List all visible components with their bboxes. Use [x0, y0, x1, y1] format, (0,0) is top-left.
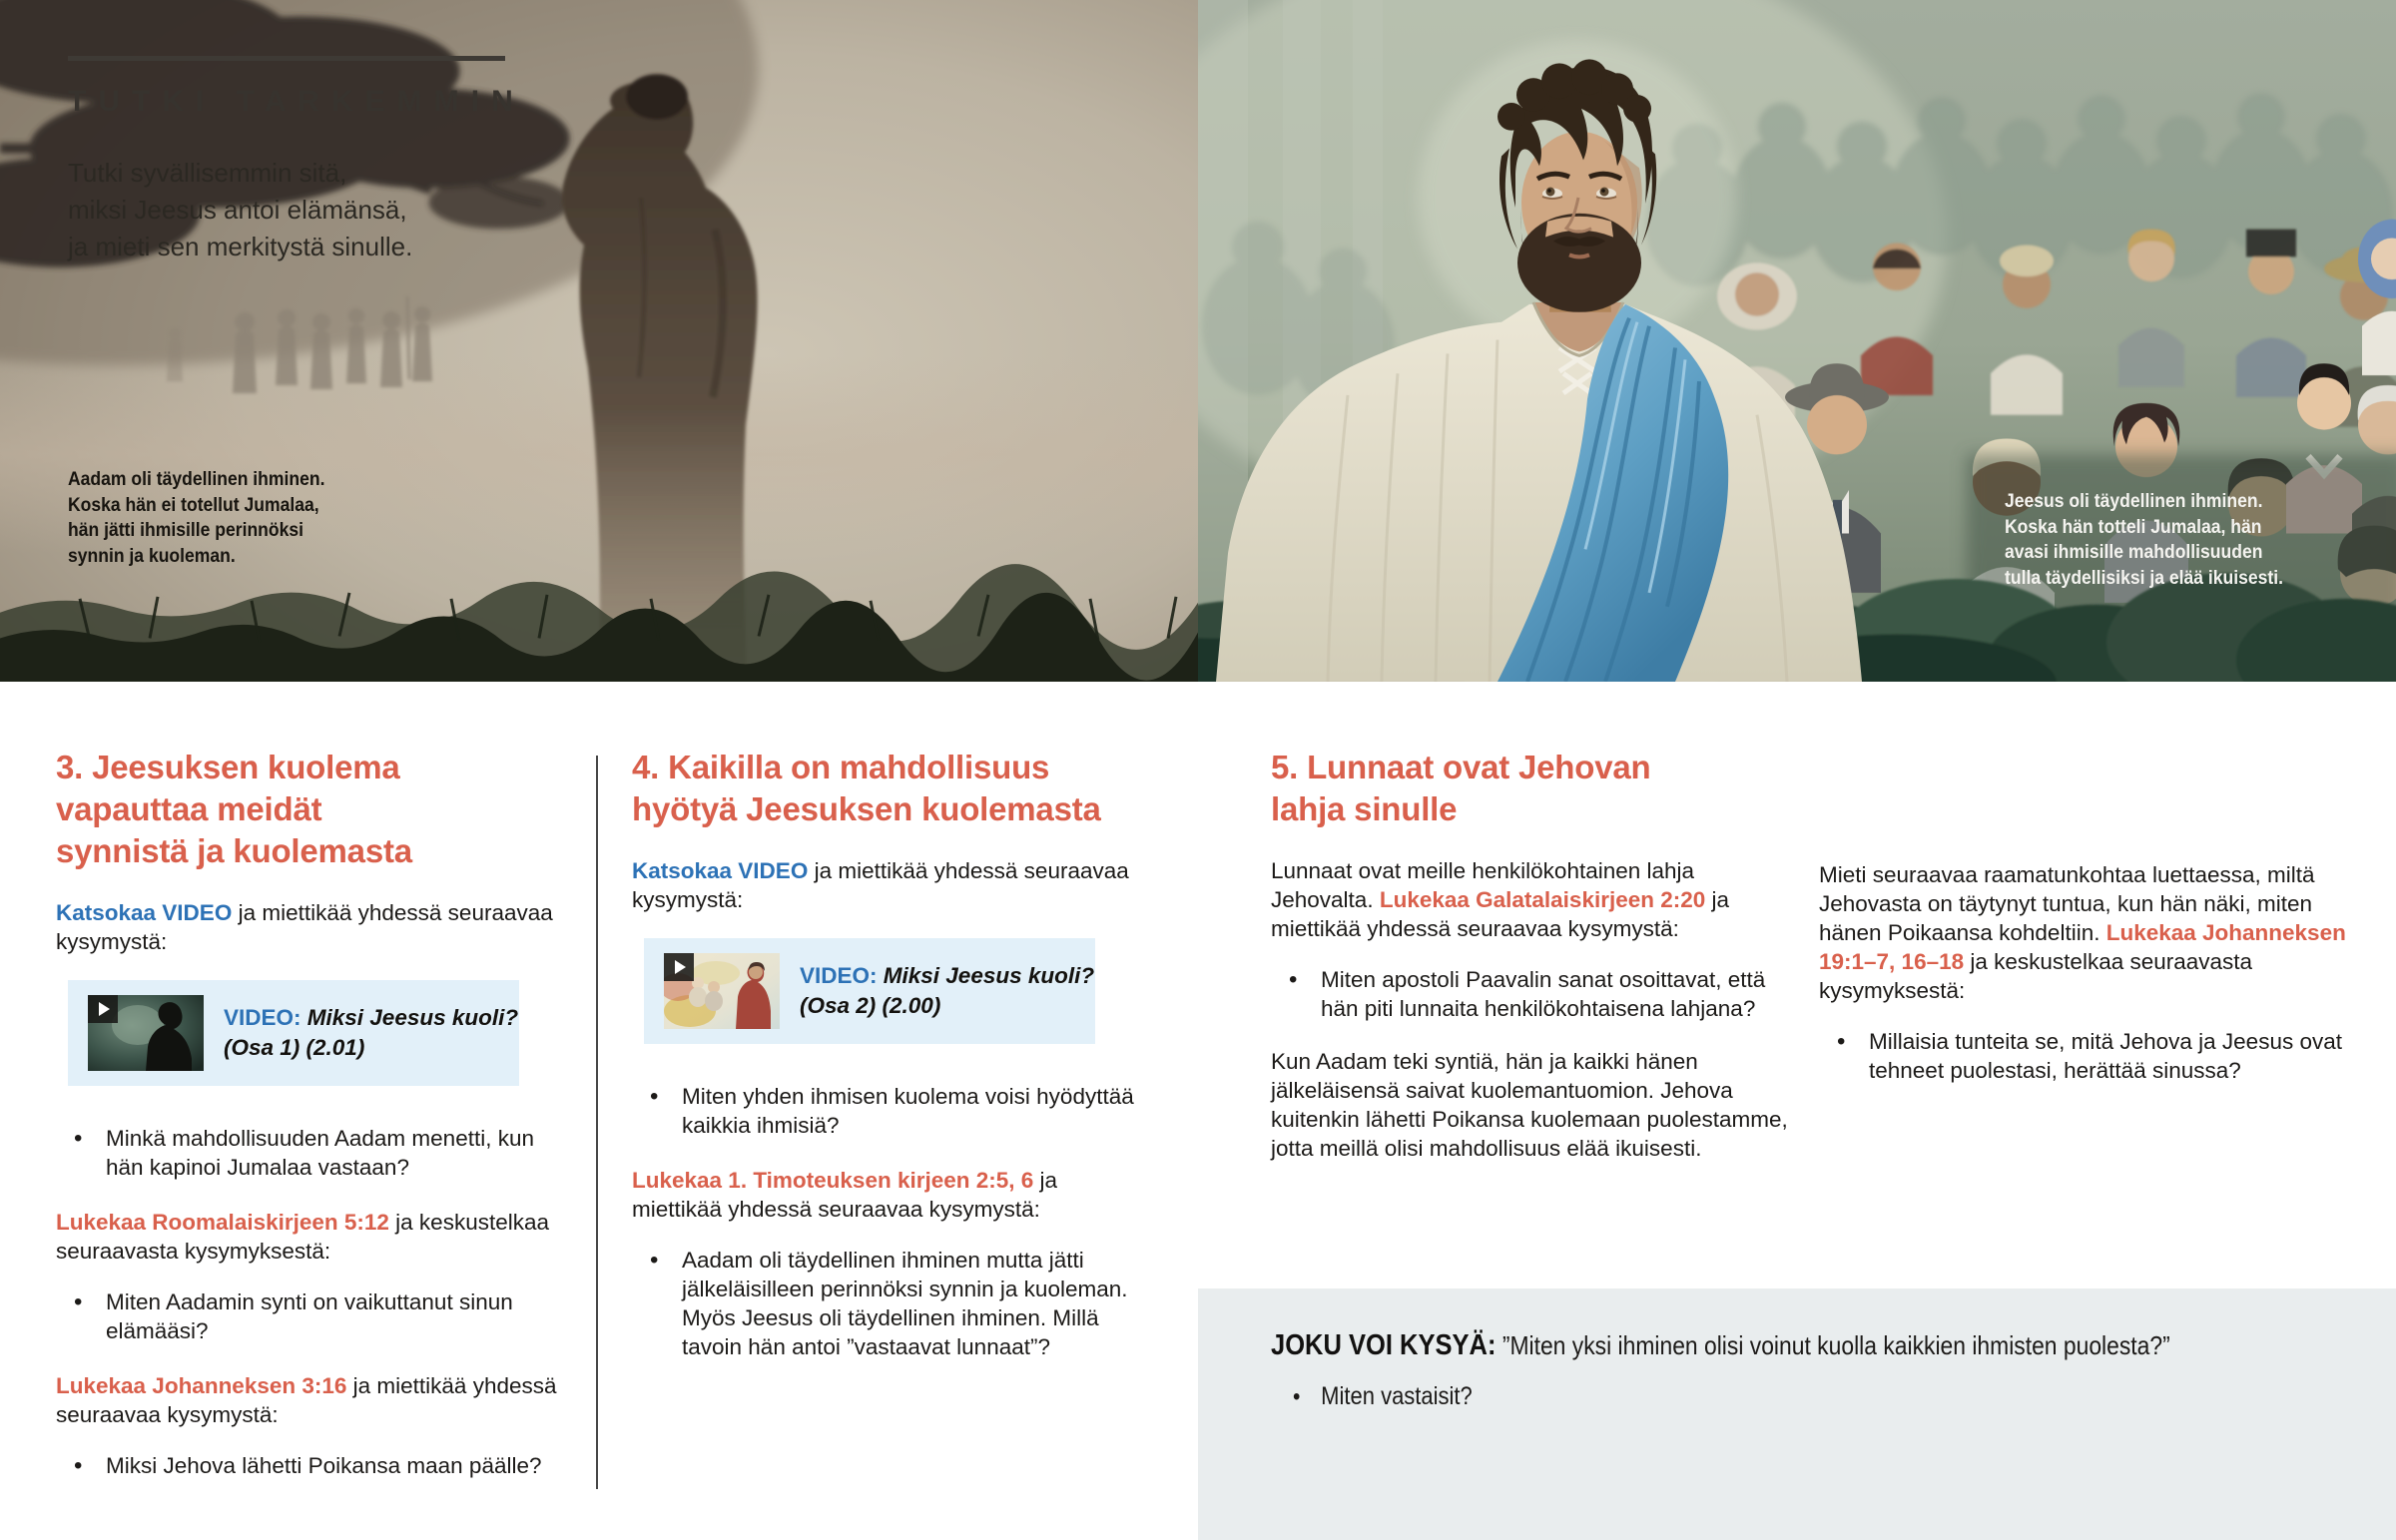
- video-label-osa2: [800, 961, 1094, 1021]
- ask-bullet-text: Miten vastaisit?: [1321, 1382, 1473, 1410]
- jesus-caption-line: Koska hän totteli Jumalaa, hän: [2005, 515, 2262, 538]
- question-text: Minkä mahdollisuuden Aadam menetti, kun hän kapinoi Jumalaa vastaan?: [106, 1126, 534, 1180]
- section-5-heading: [1271, 747, 1792, 830]
- ask-label: JOKU VOI KYSYÄ:: [1271, 1329, 1497, 1361]
- section-5-paragraph-1: [1271, 856, 1792, 943]
- read-scripture-instruction: [632, 1166, 1145, 1224]
- bullet-dot: [74, 1287, 106, 1345]
- play-icon[interactable]: [88, 995, 118, 1023]
- heading-line: vapauttaa meidät: [56, 790, 322, 827]
- watch-video-link[interactable]: Katsokaa VIDEO: [632, 858, 809, 883]
- instruction-text: ja miettikää yhdessä seuraavaa kysymystä:: [56, 900, 553, 954]
- video-label-osa1: [224, 1003, 518, 1063]
- question-text: Aadam oli täydellinen ihminen mutta jätti jälkeläisilleen perinnöksi synnin ja kuoleman. Myös Jeesus oli täydellinen ihminen. Millä tavoin hän antoi ”vastaavat lunnaat”?: [682, 1248, 1128, 1359]
- study-header-intro: [68, 155, 525, 265]
- question-item: [74, 1124, 569, 1182]
- question-text: Miten yhden ihmisen kuolema voisi hyödyttää kaikkia ihmisiä?: [682, 1084, 1134, 1138]
- paragraph-text: ja keskustelkaa seuraavasta kysymyksestä:: [1819, 949, 2253, 1003]
- question-text: Millaisia tunteita se, mitä Jehova ja Jeesus ovat tehneet puolestasi, herättää sinussa?: [1869, 1029, 2342, 1083]
- watch-video-instruction: [56, 898, 569, 956]
- read-scripture-instruction: [56, 1208, 569, 1266]
- video-title-line2: (Osa 2) (2.00): [800, 993, 941, 1018]
- scripture-link[interactable]: Lukekaa Roomalaiskirjeen 5:12: [56, 1210, 389, 1235]
- video-thumbnail-osa2[interactable]: [664, 953, 780, 1029]
- question-text: Miten Aadamin synti on vaikuttanut sinun elämääsi?: [106, 1289, 513, 1343]
- question-item: [650, 1246, 1145, 1361]
- instruction-text: ja miettikää yhdessä seuraavaa kysymystä:: [632, 1168, 1058, 1222]
- bullet-dot: [1293, 1382, 1321, 1411]
- hero-illustrations: [0, 0, 2396, 682]
- study-intro-line: miksi Jeesus antoi elämänsä,: [68, 195, 407, 225]
- scripture-link[interactable]: Lukekaa Johanneksen 3:16: [56, 1373, 347, 1398]
- paragraph-text: ja miettikää yhdessä seuraavaa kysymystä:: [1271, 887, 1730, 941]
- play-icon[interactable]: [664, 953, 694, 981]
- question-item: [74, 1287, 569, 1345]
- jesus-caption-line: Jeesus oli täydellinen ihminen.: [2005, 490, 2263, 512]
- jesus-illustration: [1198, 0, 2396, 682]
- bullet-dot: [650, 1082, 682, 1140]
- video-title: Miksi Jeesus kuoli?: [300, 1005, 519, 1030]
- adam-caption-line: synnin ja kuoleman.: [68, 544, 236, 567]
- jesus-caption-line: avasi ihmisille mahdollisuuden: [2005, 541, 2263, 563]
- question-item: [650, 1082, 1145, 1140]
- video-box-osa1[interactable]: [68, 980, 519, 1086]
- bullet-dot: [74, 1451, 106, 1480]
- bullet-dot: [1837, 1027, 1869, 1085]
- someone-may-ask-box: [1198, 1288, 2396, 1540]
- adam-caption: [68, 467, 445, 569]
- heading-line: lahja sinulle: [1271, 790, 1458, 827]
- section-3-heading: [56, 747, 569, 872]
- section-5: [1271, 747, 1792, 1163]
- read-scripture-instruction: [56, 1371, 569, 1429]
- video-box-osa2[interactable]: [644, 938, 1095, 1044]
- study-intro-line: ja mieti sen merkitystä sinulle.: [68, 232, 413, 261]
- question-item: [74, 1451, 569, 1480]
- heading-line: 3. Jeesuksen kuolema: [56, 749, 400, 785]
- instruction-text: ja keskustelkaa seuraavasta kysymyksestä:: [56, 1210, 550, 1264]
- ask-bullet-item: [1293, 1382, 2228, 1411]
- watch-video-link[interactable]: Katsokaa VIDEO: [56, 900, 233, 925]
- ask-question-line: [1271, 1328, 2351, 1362]
- video-title: Miksi Jeesus kuoli?: [877, 963, 1095, 988]
- jesus-caption: [2005, 489, 2391, 591]
- question-item: [1289, 965, 1792, 1023]
- question-item: [1837, 1027, 2366, 1085]
- section-4: [632, 747, 1145, 1361]
- watch-video-instruction: [632, 856, 1145, 914]
- paragraph-text: Lunnaat ovat meille henkilökohtainen lahja Jehovalta.: [1271, 858, 1695, 912]
- video-thumbnail-osa1[interactable]: [88, 995, 204, 1071]
- bullet-dot: [650, 1246, 682, 1361]
- adam-illustration: [0, 0, 1198, 682]
- study-header-title: TUTKI TARKEMMIN: [68, 85, 525, 118]
- video-prefix: VIDEO:: [800, 963, 878, 988]
- paragraph-text: Mieti seuraavaa raamatunkohtaa luettaessa, miltä Jehovasta on täytynyt tuntua, kun hän näki, miten hänen Poikaansa kohdeltiin.: [1819, 862, 2315, 945]
- heading-line: hyötyä Jeesuksen kuolemasta: [632, 790, 1101, 827]
- heading-line: synnistä ja kuolemasta: [56, 832, 412, 869]
- question-text: Miten apostoli Paavalin sanat osoittavat, että hän piti lunnaita henkilökohtaisena lahjana?: [1321, 967, 1766, 1021]
- section-4-heading: [632, 747, 1145, 830]
- jesus-caption-line: tulla täydellisiksi ja elää ikuisesti.: [2005, 566, 2283, 589]
- scripture-link[interactable]: Lukekaa Galatalaiskirjeen 2:20: [1379, 887, 1706, 912]
- bullet-dot: [1289, 965, 1321, 1023]
- scripture-link[interactable]: Lukekaa Johanneksen 19:1–7, 16–18: [1819, 920, 2346, 974]
- study-header-rule: [68, 56, 505, 61]
- ask-question: ”Miten yksi ihminen olisi voinut kuolla kaikkien ihmisten puolesta?”: [1496, 1330, 2170, 1360]
- study-intro-line: Tutki syvällisemmin sitä,: [68, 158, 347, 188]
- section-3: [56, 747, 569, 1480]
- adam-caption-line: hän jätti ihmisille perinnöksi: [68, 519, 304, 541]
- study-header: [68, 56, 525, 265]
- adam-caption-line: Koska hän ei totellut Jumalaa,: [68, 493, 319, 516]
- bullet-dot: [74, 1124, 106, 1182]
- heading-line: 4. Kaikilla on mahdollisuus: [632, 749, 1050, 785]
- heading-line: 5. Lunnaat ovat Jehovan: [1271, 749, 1651, 785]
- column-divider: [596, 756, 598, 1489]
- adam-caption-line: Aadam oli täydellinen ihminen.: [68, 468, 325, 490]
- instruction-text: ja miettikää yhdessä seuraavaa kysymystä:: [632, 858, 1129, 912]
- question-text: Miksi Jehova lähetti Poikansa maan päälle?: [106, 1453, 542, 1478]
- video-prefix: VIDEO:: [224, 1005, 301, 1030]
- section-5-paragraph-3: [1819, 860, 2366, 1005]
- scripture-link[interactable]: Lukekaa 1. Timoteuksen kirjeen 2:5, 6: [632, 1168, 1034, 1193]
- video-title-line2: (Osa 1) (2.01): [224, 1035, 365, 1060]
- section-5-paragraph-2: Kun Aadam teki syntiä, hän ja kaikki hänen jälkeläisensä saivat kuolemantuomion. Jehova kuitenkin lähetti Poikansa kuolemaan puolestamme, jotta meillä olisi mahdollisuus elää ikuisesti.: [1271, 1049, 1788, 1161]
- section-5-continued: [1819, 860, 2366, 1085]
- instruction-text: ja miettikää yhdessä seuraavaa kysymystä:: [56, 1373, 557, 1427]
